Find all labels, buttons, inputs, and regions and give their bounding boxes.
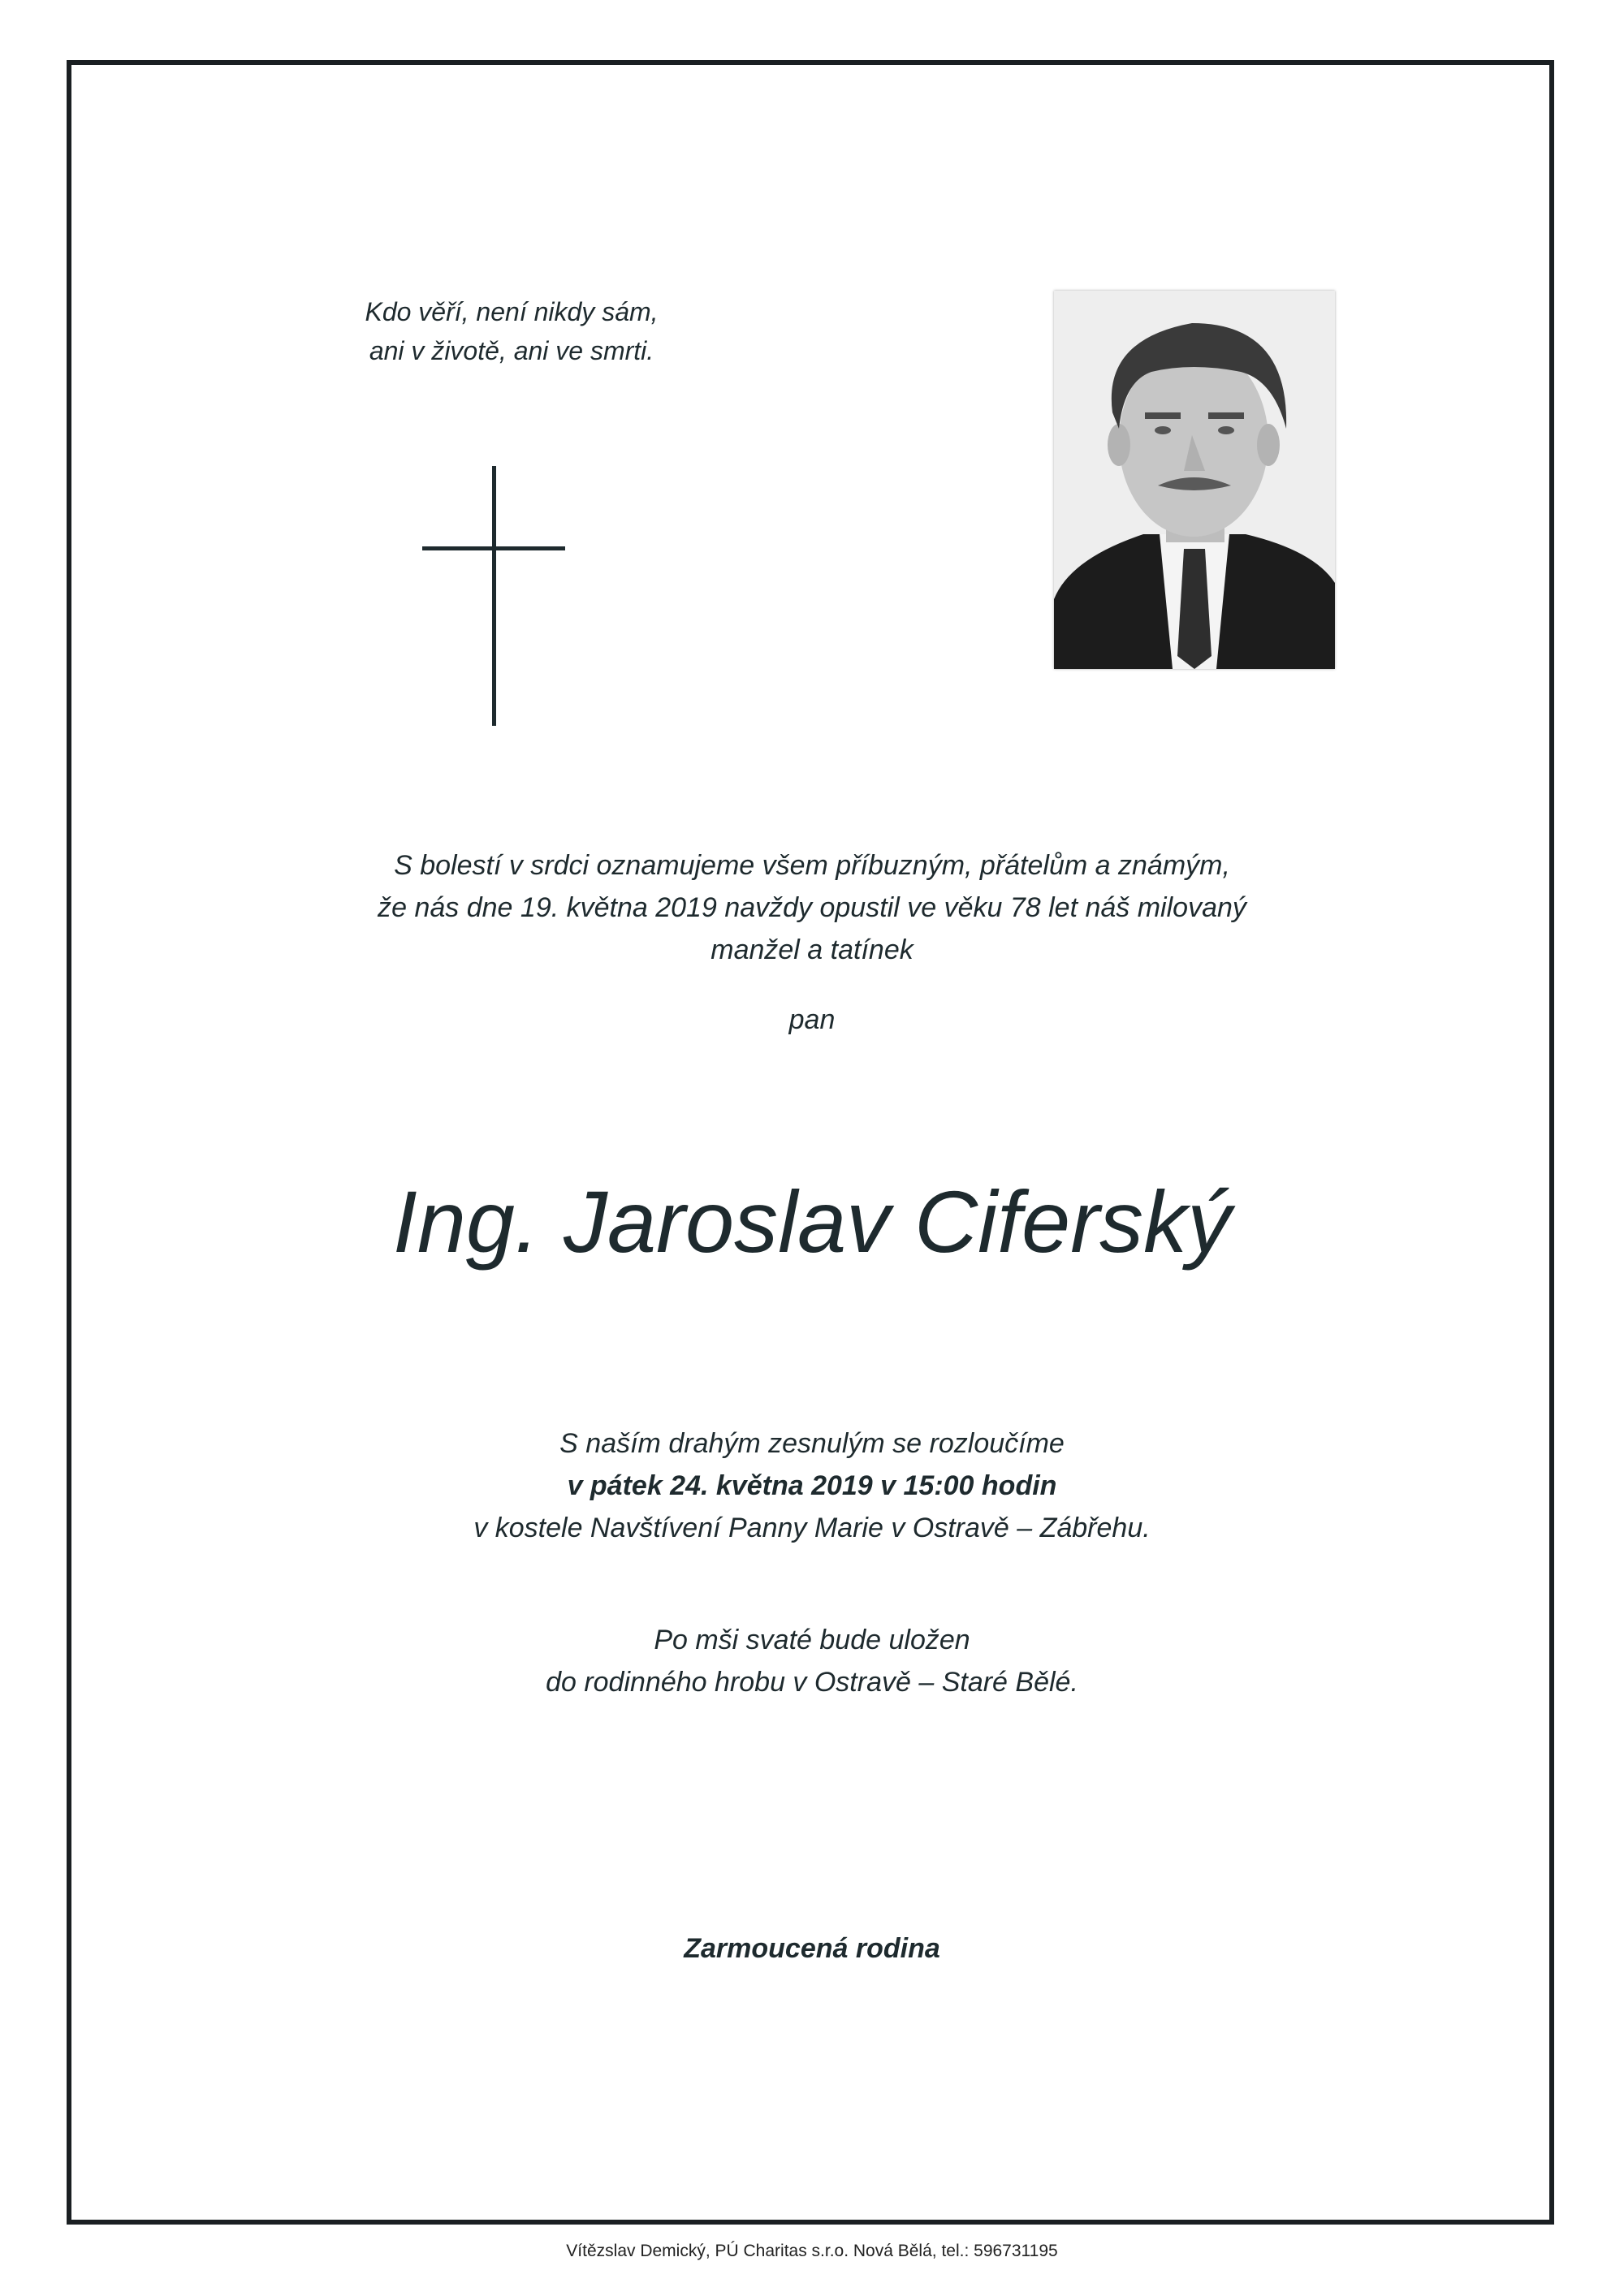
farewell-line-1: S naším drahým zesnulým se rozloučíme <box>559 1428 1065 1459</box>
announcement-line-3: manžel a tatínek <box>710 934 914 965</box>
funeral-service-footer: Vítězslav Demický, PÚ Charitas s.r.o. Nová Bělá, tel.: 596731195 <box>566 2242 1058 2260</box>
announcement-line-1: S bolestí v srdci oznamujeme všem příbuzným, přátelům a známým, <box>394 850 1230 881</box>
motto-line-1: Kdo věří, není nikdy sám, <box>365 297 659 326</box>
cross-icon <box>422 466 565 726</box>
burial-line-1: Po mši svaté bude uložen <box>654 1625 970 1655</box>
farewell-location: v kostele Navštívení Panny Marie v Ostravě – Zábřehu. <box>473 1513 1151 1543</box>
burial-details <box>162 1619 1462 1703</box>
motto-line-2: ani v životě, ani ve smrti. <box>369 336 654 365</box>
portrait-photo <box>1054 291 1335 669</box>
announcement <box>162 844 1462 971</box>
deceased-name: Ing. Jaroslav Ciferský <box>392 1172 1232 1271</box>
family-signature: Zarmoucená rodina <box>684 1933 940 1964</box>
farewell-details <box>162 1422 1462 1549</box>
announcement-line-2: že nás dne 19. května 2019 navždy opustil ve věku 78 let náš milovaný <box>378 892 1246 923</box>
farewell-date-time: v pátek 24. května 2019 v 15:00 hodin <box>567 1470 1057 1501</box>
motto <box>268 292 755 370</box>
burial-line-2: do rodinného hrobu v Ostravě – Staré Bělé. <box>546 1667 1078 1698</box>
title-word: pan <box>788 1004 836 1035</box>
